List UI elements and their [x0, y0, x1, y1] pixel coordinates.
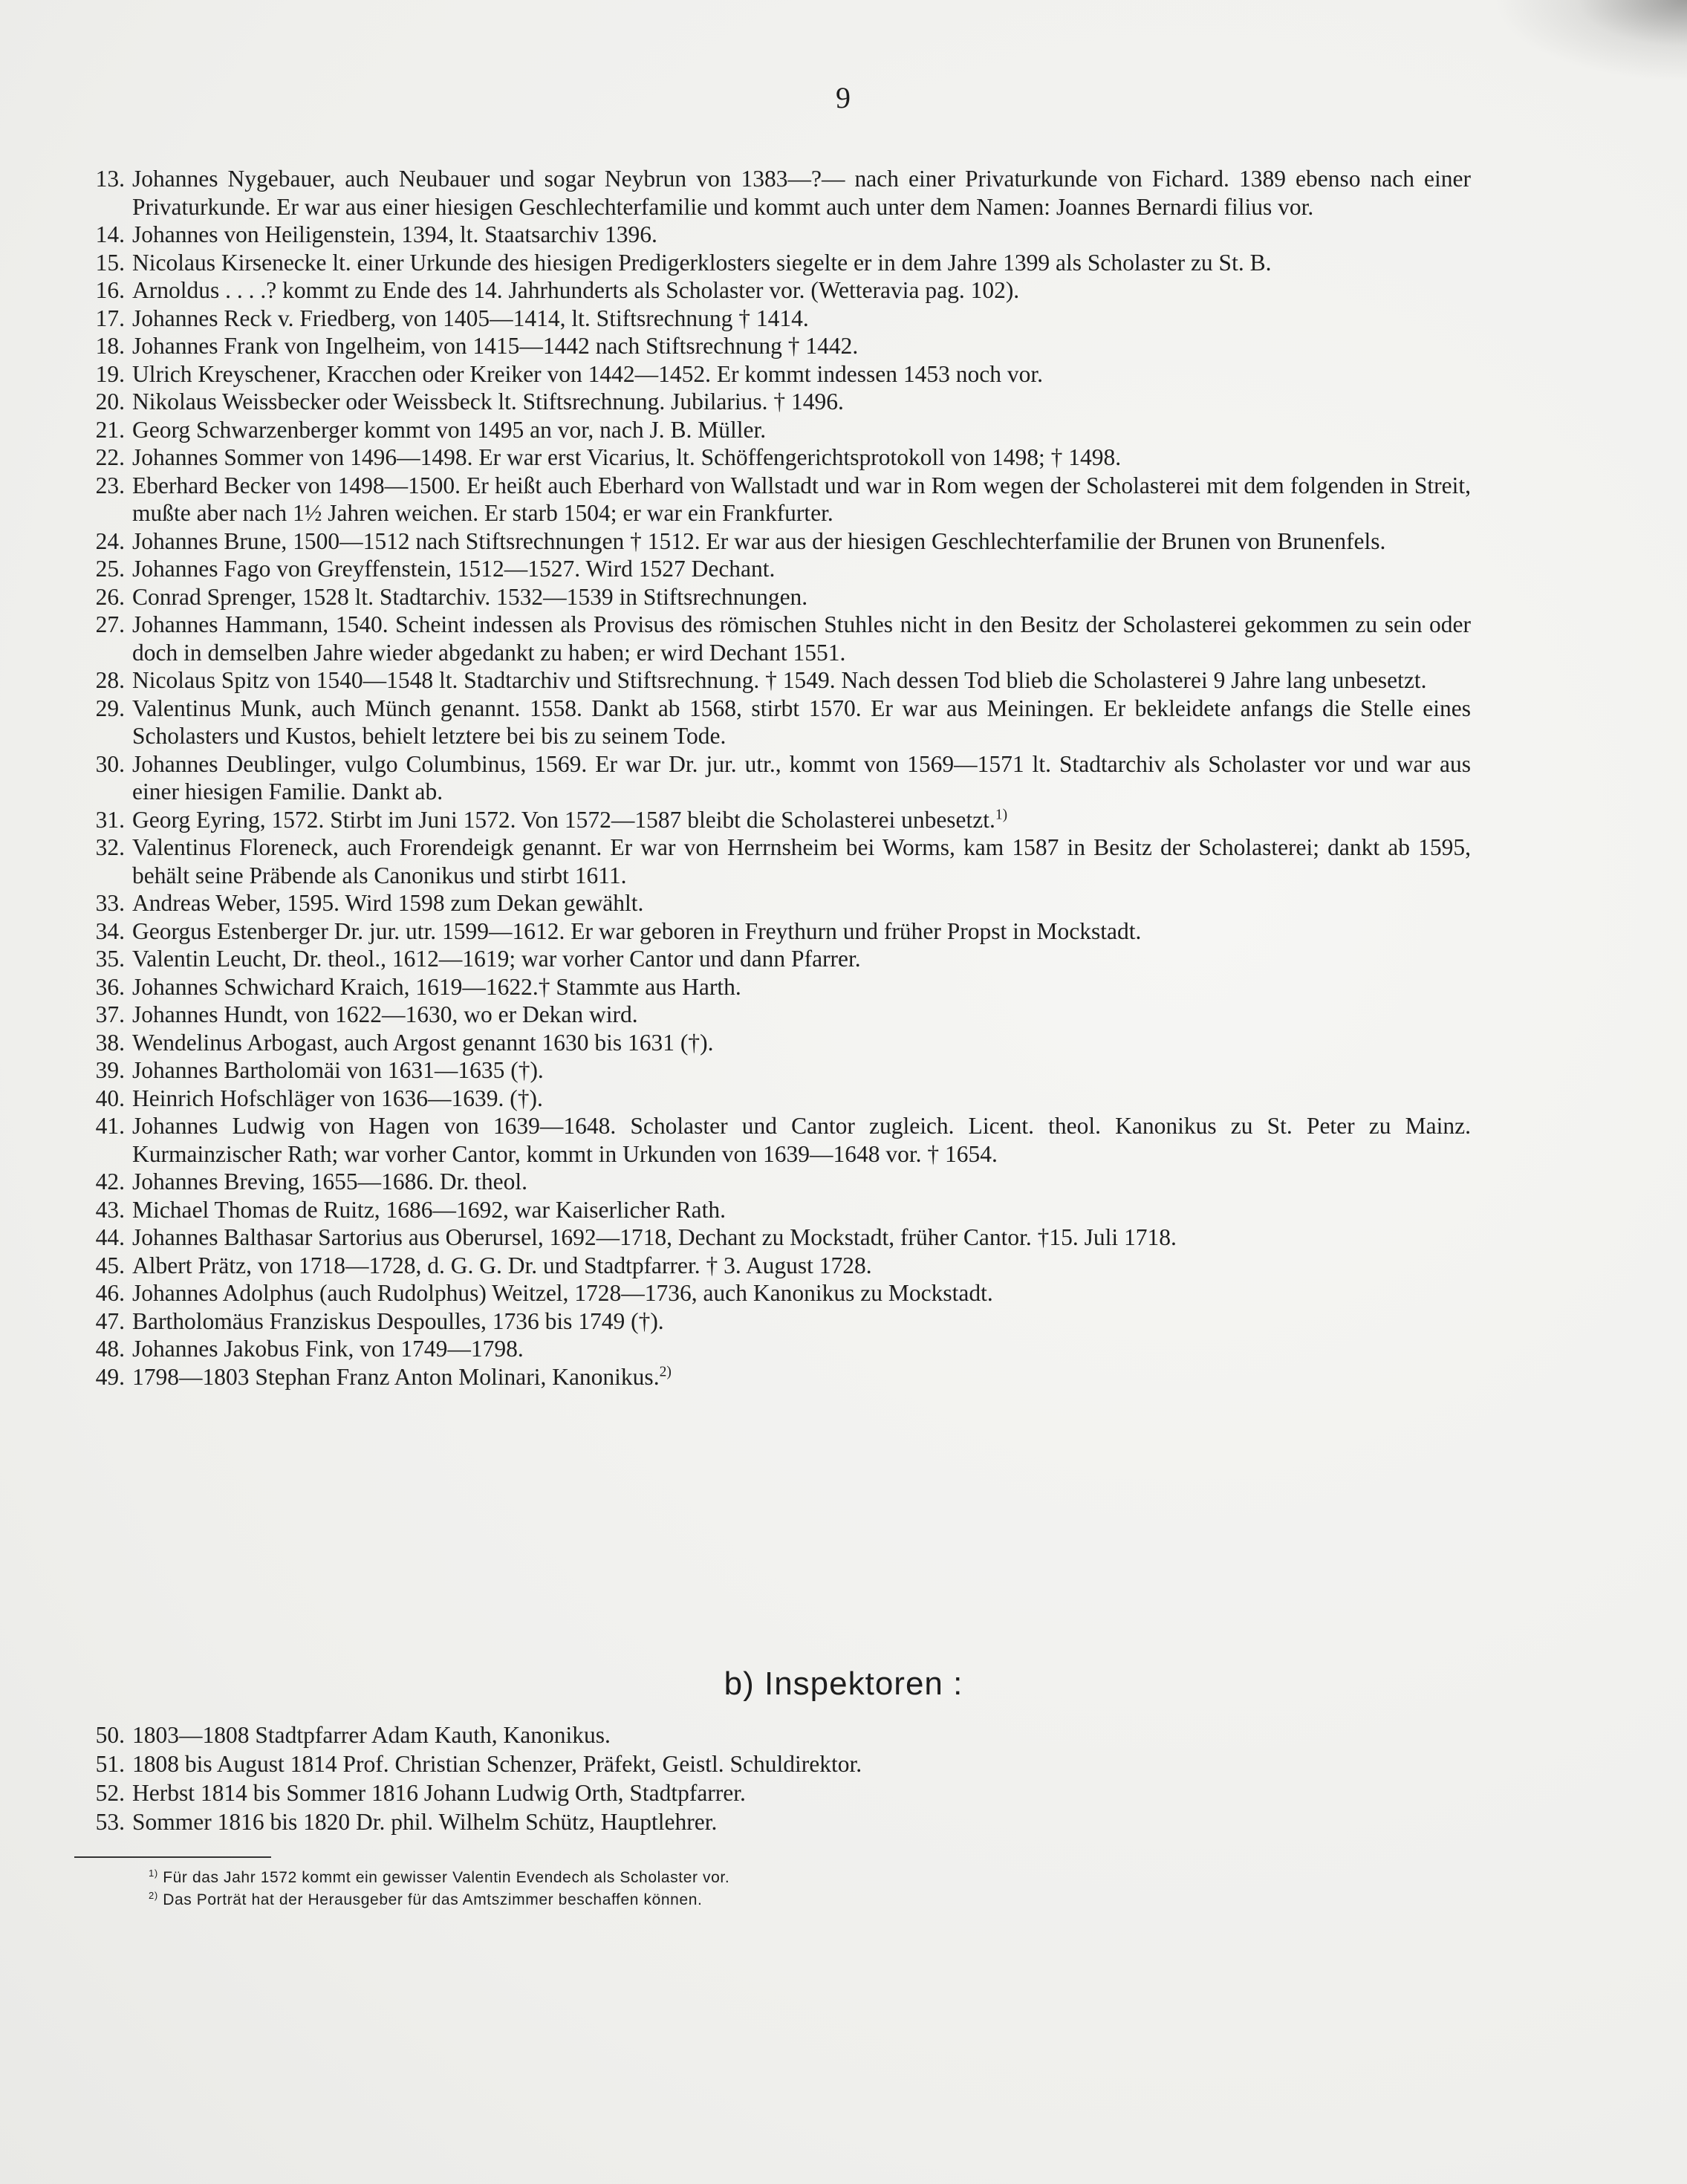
- entry-text-wrap: [125, 1252, 1471, 1280]
- entry-number: 48.: [95, 1336, 125, 1362]
- entry-text: Johannes Bartholomäi von 1631—1635 (†).: [132, 1057, 544, 1083]
- scholaster-entry: [74, 1335, 1471, 1363]
- footnote-text: Das Porträt hat der Herausgeber für das Amtszimmer beschaffen können.: [163, 1891, 703, 1908]
- entry-text: Johannes Jakobus Fink, von 1749—1798.: [132, 1336, 524, 1362]
- entry-text-wrap: [125, 889, 1471, 917]
- scholaster-entry: [74, 1168, 1471, 1196]
- entry-text: Johannes Schwichard Kraich, 1619—1622.† Stammte aus Harth.: [132, 973, 741, 1000]
- entry-number: 52.: [95, 1780, 125, 1806]
- entry-text-wrap: [125, 527, 1471, 556]
- entry-text: Johannes Reck v. Friedberg, von 1405—1414, lt. Stiftsrechnung † 1414.: [132, 305, 809, 331]
- entry-number: 14.: [95, 221, 125, 247]
- entry-text: Albert Prätz, von 1718—1728, d. G. G. Dr. und Stadtpfarrer. † 3. August 1728.: [132, 1252, 872, 1278]
- entry-text-wrap: [125, 249, 1471, 277]
- entry-text: Johannes Hundt, von 1622—1630, wo er Dekan wird.: [132, 1001, 638, 1027]
- entry-text: Michael Thomas de Ruitz, 1686—1692, war Kaiserlicher Rath.: [132, 1196, 726, 1223]
- entry-number: 41.: [95, 1113, 125, 1139]
- footnote: [149, 1867, 1411, 1889]
- entry-text-wrap: [125, 221, 1471, 249]
- scholaster-entry: [74, 666, 1471, 695]
- entry-number: 37.: [95, 1001, 125, 1027]
- scholaster-entry: [74, 945, 1471, 973]
- entry-number: 21.: [95, 416, 125, 443]
- entry-text: Andreas Weber, 1595. Wird 1598 zum Dekan gewählt.: [132, 890, 644, 916]
- entry-text-wrap: [125, 472, 1471, 527]
- entry-text-wrap: [125, 1720, 1471, 1749]
- scholaster-list: [74, 165, 1471, 1391]
- entry-text: Johannes Balthasar Sartorius aus Oberursel, 1692—1718, Dechant zu Mockstadt, früher Cantor. †15. Juli 1718.: [132, 1224, 1177, 1250]
- entry-number: 29.: [95, 695, 125, 721]
- entry-text: Eberhard Becker von 1498—1500. Er heißt auch Eberhard von Wallstadt und war in Rom wegen der Scholasterei mit dem folgenden in Streit, mußte aber nach 1½ Jahren weichen. Er starb 1504; er war ein Frankfurter.: [132, 472, 1471, 526]
- entry-text-wrap: [125, 276, 1471, 305]
- scholaster-entry: [74, 388, 1471, 416]
- entry-text-wrap: [125, 1807, 1471, 1836]
- entry-text-wrap: [125, 695, 1471, 750]
- entry-text-wrap: [125, 917, 1471, 946]
- entry-text-wrap: [125, 305, 1471, 333]
- scholaster-entry: [74, 1279, 1471, 1307]
- entry-number: 38.: [95, 1029, 125, 1056]
- entry-text-wrap: [125, 1279, 1471, 1307]
- inspektor-entry: [74, 1720, 1471, 1749]
- scholaster-entry: [74, 973, 1471, 1001]
- scholaster-entry: [74, 1363, 1471, 1391]
- entry-text: Johannes Brune, 1500—1512 nach Stiftsrechnungen † 1512. Er war aus der hiesigen Geschlechterfamilie der Brunen von Brunenfels.: [132, 527, 1386, 554]
- inspektor-entry: [74, 1807, 1471, 1836]
- entry-text: 1798—1803 Stephan Franz Anton Molinari, Kanonikus.: [132, 1363, 660, 1390]
- scholaster-entry: [74, 276, 1471, 305]
- scholaster-entry: [74, 1029, 1471, 1057]
- scholaster-entry: [74, 527, 1471, 556]
- scholaster-entry: [74, 332, 1471, 360]
- entry-text-wrap: [125, 1778, 1471, 1807]
- entry-number: 34.: [95, 917, 125, 944]
- entry-text: Heinrich Hofschläger von 1636—1639. (†).: [132, 1085, 543, 1111]
- scholaster-entry: [74, 221, 1471, 249]
- entry-text: Sommer 1816 bis 1820 Dr. phil. Wilhelm Schütz, Hauptlehrer.: [132, 1809, 718, 1835]
- scholaster-entry: [74, 443, 1471, 472]
- entry-number: 35.: [95, 946, 125, 972]
- entry-text: Ulrich Kreyschener, Kracchen oder Kreiker von 1442—1452. Er kommt indessen 1453 noch vor.: [132, 360, 1044, 387]
- entry-text-wrap: [125, 833, 1471, 889]
- scholaster-entry: [74, 1223, 1471, 1252]
- entry-number: 45.: [95, 1252, 125, 1278]
- entry-number: 17.: [95, 305, 125, 331]
- entry-text: Conrad Sprenger, 1528 lt. Stadtarchiv. 1532—1539 in Stiftsrechnungen.: [132, 583, 808, 610]
- entry-text-wrap: [125, 1307, 1471, 1336]
- entry-text-wrap: [125, 1085, 1471, 1113]
- footnotes: [149, 1867, 1411, 1911]
- scholaster-entry: [74, 750, 1471, 806]
- entry-number: 19.: [95, 360, 125, 387]
- entry-number: 26.: [95, 583, 125, 610]
- entry-text-wrap: [125, 360, 1471, 389]
- scholaster-entry: [74, 305, 1471, 333]
- entry-text-wrap: [125, 332, 1471, 360]
- scholaster-entry: [74, 1112, 1471, 1168]
- scholaster-entry: [74, 360, 1471, 389]
- entry-text-wrap: [125, 388, 1471, 416]
- entry-text: Johannes Ludwig von Hagen von 1639—1648. Scholaster und Cantor zugleich. Licent. theol. Kanonikus zu St. Peter zu Mainz. Kurmainzischer Rath; war vorher Cantor, kommt in Urkunden von 1639—1648 vor. † 1654.: [132, 1113, 1471, 1167]
- entry-number: 42.: [95, 1169, 125, 1195]
- section-heading: b) Inspektoren :: [724, 1665, 963, 1702]
- entry-text-wrap: [125, 555, 1471, 583]
- scholaster-entry: [74, 249, 1471, 277]
- entry-text-wrap: [125, 1168, 1471, 1196]
- entry-text: Johannes Frank von Ingelheim, von 1415—1442 nach Stiftsrechnung † 1442.: [132, 333, 859, 359]
- scholaster-entry: [74, 1307, 1471, 1336]
- scholaster-entry: [74, 583, 1471, 611]
- entry-text-wrap: [125, 1029, 1471, 1057]
- entry-text: Johannes Sommer von 1496—1498. Er war erst Vicarius, lt. Schöffengerichtsprotokoll von 1498; † 1498.: [132, 444, 1122, 470]
- entry-number: 15.: [95, 249, 125, 276]
- scholaster-entry: [74, 1252, 1471, 1280]
- entry-number: 49.: [95, 1363, 125, 1390]
- entry-text: Nicolaus Kirsenecke lt. einer Urkunde des hiesigen Predigerklosters siegelte er in dem Jahre 1399 als Scholaster zu St. B.: [132, 249, 1272, 276]
- entry-text: Johannes von Heiligenstein, 1394, lt. Staatsarchiv 1396.: [132, 221, 657, 247]
- footnote: [149, 1889, 1411, 1911]
- entry-text-wrap: [125, 806, 1471, 834]
- entry-text-wrap: [125, 165, 1471, 221]
- entry-text: Valentin Leucht, Dr. theol., 1612—1619; war vorher Cantor und dann Pfarrer.: [132, 946, 861, 972]
- footnote-text: Für das Jahr 1572 kommt ein gewisser Valentin Evendech als Scholaster vor.: [163, 1869, 730, 1886]
- entry-number: 33.: [95, 890, 125, 916]
- entry-text: Nicolaus Spitz von 1540—1548 lt. Stadtarchiv und Stiftsrechnung. † 1549. Nach dessen Tod blieb die Scholasterei 9 Jahre lang unbesetzt.: [132, 667, 1427, 693]
- entry-text-wrap: [125, 666, 1471, 695]
- scholaster-entry: [74, 472, 1471, 527]
- entry-number: 30.: [95, 750, 125, 777]
- entry-text-wrap: [125, 1056, 1471, 1085]
- entry-text: Herbst 1814 bis Sommer 1816 Johann Ludwig Orth, Stadtpfarrer.: [132, 1780, 746, 1806]
- entry-number: 39.: [95, 1057, 125, 1083]
- entry-text: Valentinus Munk, auch Münch genannt. 1558. Dankt ab 1568, stirbt 1570. Er war aus Meiningen. Er bekleidete anfangs die Stelle eines Scholasters und Kustos, behielt letztere bei bis zu seinem Tode.: [132, 695, 1471, 749]
- footnote-mark: 2): [149, 1890, 158, 1901]
- scholaster-entry: [74, 611, 1471, 666]
- footnote-reference: 2): [659, 1364, 672, 1379]
- scholaster-entry: [74, 889, 1471, 917]
- entry-number: 44.: [95, 1224, 125, 1250]
- entry-number: 53.: [95, 1809, 125, 1835]
- entry-number: 16.: [95, 277, 125, 303]
- entry-text-wrap: [125, 583, 1471, 611]
- entry-text-wrap: [125, 1223, 1471, 1252]
- inspektor-entry: [74, 1778, 1471, 1807]
- entry-text-wrap: [125, 1335, 1471, 1363]
- scholaster-entry: [74, 917, 1471, 946]
- entry-text: Johannes Hammann, 1540. Scheint indessen als Provisus des römischen Stuhles nicht in den Besitz der Scholasterei gekommen zu sein oder doch in demselben Jahre wieder abgedankt zu haben; er wird Dechant 1551.: [132, 611, 1471, 666]
- scholaster-entry: [74, 1085, 1471, 1113]
- entry-number: 47.: [95, 1307, 125, 1334]
- entry-number: 50.: [95, 1722, 125, 1748]
- scholaster-entry: [74, 1001, 1471, 1029]
- entry-number: 46.: [95, 1280, 125, 1306]
- entry-text: Johannes Breving, 1655—1686. Dr. theol.: [132, 1169, 527, 1195]
- entry-text: Wendelinus Arbogast, auch Argost genannt 1630 bis 1631 (†).: [132, 1029, 714, 1056]
- entry-number: 40.: [95, 1085, 125, 1111]
- entry-text: Johannes Adolphus (auch Rudolphus) Weitzel, 1728—1736, auch Kanonikus zu Mockstadt.: [132, 1280, 993, 1306]
- entry-text: Johannes Deublinger, vulgo Columbinus, 1569. Er war Dr. jur. utr., kommt von 1569—1571 lt. Stadtarchiv als Scholaster vor und war aus einer hiesigen Familie. Dankt ab.: [132, 750, 1471, 805]
- entry-text: Arnoldus . . . .? kommt zu Ende des 14. Jahrhunderts als Scholaster vor. (Wetteravia pag. 102).: [132, 277, 1020, 303]
- scholaster-entry: [74, 555, 1471, 583]
- entry-text-wrap: [125, 1001, 1471, 1029]
- entry-text-wrap: [125, 1749, 1471, 1778]
- entry-number: 13.: [95, 166, 125, 192]
- scholaster-entry: [74, 416, 1471, 444]
- entry-text-wrap: [125, 973, 1471, 1001]
- entry-text: Valentinus Floreneck, auch Frorendeigk genannt. Er war von Herrnsheim bei Worms, kam 1587 in Besitz der Scholasterei; dankt ab 1595, behält seine Präbende als Canonikus und stirbt 1611.: [132, 834, 1471, 888]
- entry-number: 31.: [95, 806, 125, 833]
- scholaster-entry: [74, 806, 1471, 834]
- entry-text: 1808 bis August 1814 Prof. Christian Schenzer, Präfekt, Geistl. Schuldirektor.: [132, 1751, 862, 1777]
- entry-text: Georg Eyring, 1572. Stirbt im Juni 1572. Von 1572—1587 bleibt die Scholasterei unbesetzt.: [132, 806, 995, 833]
- entry-text-wrap: [125, 1196, 1471, 1224]
- entry-text: Bartholomäus Franziskus Despoulles, 1736 bis 1749 (†).: [132, 1307, 664, 1334]
- inspektor-entry: [74, 1749, 1471, 1778]
- entry-text: Johannes Fago von Greyffenstein, 1512—1527. Wird 1527 Dechant.: [132, 556, 776, 582]
- footnote-reference: 1): [995, 807, 1008, 822]
- footnote-mark: 1): [149, 1868, 158, 1879]
- scholaster-entry: [74, 833, 1471, 889]
- entry-number: 22.: [95, 444, 125, 470]
- entry-number: 51.: [95, 1751, 125, 1777]
- entry-text: Georgus Estenberger Dr. jur. utr. 1599—1612. Er war geboren in Freythurn und früher Propst in Mockstadt.: [132, 917, 1142, 944]
- entry-number: 32.: [95, 834, 125, 860]
- entry-text: Nikolaus Weissbecker oder Weissbeck lt. Stiftsrechnung. Jubilarius. † 1496.: [132, 389, 844, 415]
- entry-number: 23.: [95, 472, 125, 498]
- entry-number: 25.: [95, 556, 125, 582]
- entry-text: Johannes Nygebauer, auch Neubauer und sogar Neybrun von 1383—?— nach einer Privaturkunde von Fichard. 1389 ebenso nach einer Privaturkunde. Er war aus einer hiesigen Geschlechterfamilie und kommt auch unter dem Namen: Joannes Bernardi filius vor.: [132, 166, 1471, 220]
- scholaster-entry: [74, 165, 1471, 221]
- entry-number: 43.: [95, 1196, 125, 1223]
- entry-text-wrap: [125, 443, 1471, 472]
- entry-text-wrap: [125, 611, 1471, 666]
- entry-number: 27.: [95, 611, 125, 637]
- entry-number: 28.: [95, 667, 125, 693]
- page-number: 9: [836, 81, 851, 114]
- entry-text-wrap: [125, 416, 1471, 444]
- scholaster-entry: [74, 695, 1471, 750]
- entry-text-wrap: [125, 1363, 1471, 1391]
- entry-number: 18.: [95, 333, 125, 359]
- entry-number: 24.: [95, 527, 125, 554]
- entry-number: 36.: [95, 973, 125, 1000]
- scholaster-entry: [74, 1056, 1471, 1085]
- footnote-divider: [74, 1856, 271, 1858]
- entry-text-wrap: [125, 945, 1471, 973]
- inspektoren-list: [74, 1720, 1471, 1836]
- entry-text-wrap: [125, 1112, 1471, 1168]
- entry-text: 1803—1808 Stadtpfarrer Adam Kauth, Kanonikus.: [132, 1722, 611, 1748]
- entry-text: Georg Schwarzenberger kommt von 1495 an vor, nach J. B. Müller.: [132, 416, 767, 443]
- scholaster-entry: [74, 1196, 1471, 1224]
- entry-number: 20.: [95, 389, 125, 415]
- entry-text-wrap: [125, 750, 1471, 806]
- scan-corner-smudge: [1494, 0, 1687, 82]
